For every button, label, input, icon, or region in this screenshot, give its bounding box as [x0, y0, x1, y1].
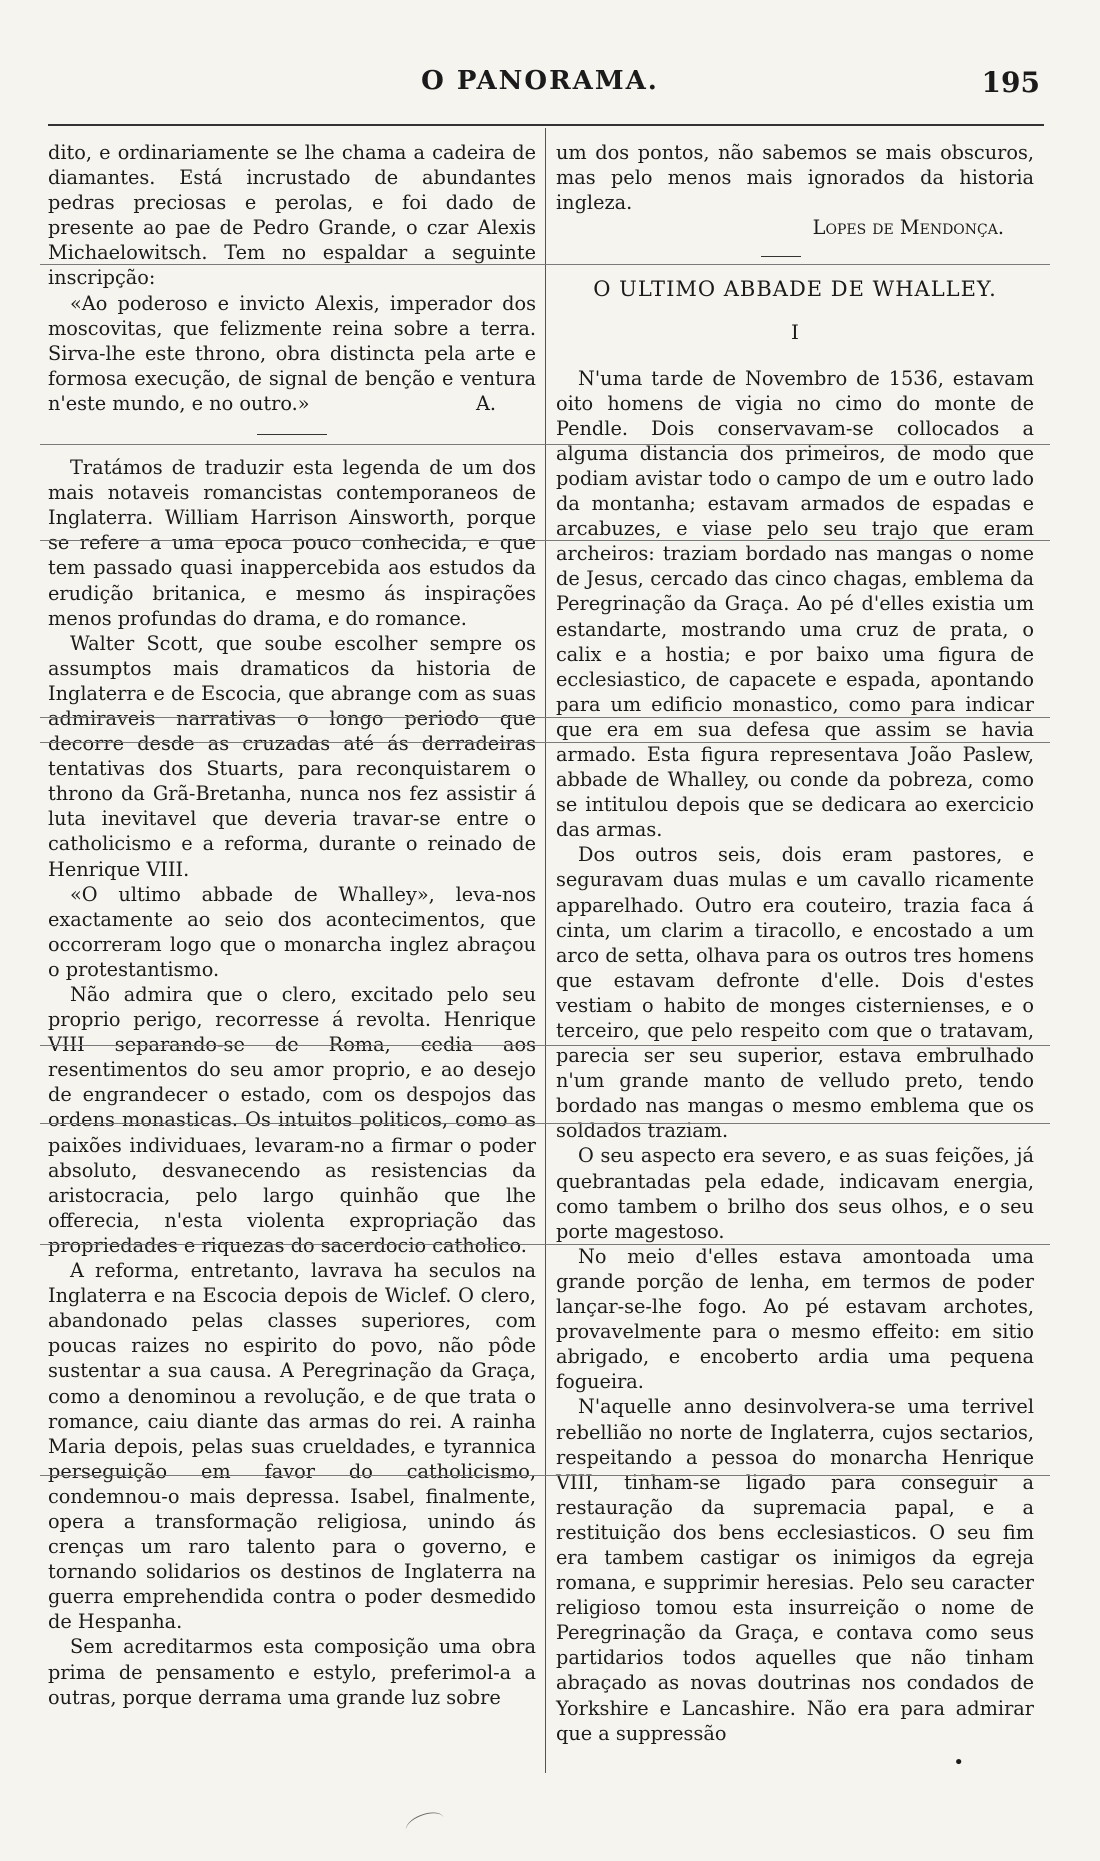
scan-line [40, 264, 1050, 265]
header-rule [48, 124, 1044, 126]
scan-line [40, 1045, 1050, 1046]
inscription-signature: A. [475, 391, 496, 415]
inscription-text: «Ao poderoso e invicto Alexis, imperador dos moscovitas, que felizmente reina sobre a terra. Sirva-lhe este throno, obra distincta pela arte e formosa execução, de signal de benção e ventura n'este mundo, e no outro.» [48, 291, 536, 415]
page-header [40, 66, 1040, 106]
scan-line [40, 444, 1050, 445]
column-divider [545, 128, 546, 1773]
publication-title: O PANORAMA. [421, 66, 659, 96]
section-separator [761, 256, 801, 257]
article-heading: O ULTIMO ABBADE DE WHALLEY. [593, 277, 997, 302]
paragraph: dito, e ordinariamente se lhe chama a cadeira de diamantes. Está incrustado de abundantes pedras preciosas e perolas, e foi dado de presente ao pae de Pedro Grande, o czar Alexis Michaelowitsch. Tem no espaldar a seguinte inscripção: [48, 141, 536, 290]
paragraph: Dos outros seis, dois eram pastores, e seguravam duas mulas e um cavallo ricamente apparelhado. Outro era couteiro, trazia faca á cinta, um clarim a tiracollo, e encostado a um arco de setta, olhava para os outros tres homens que estavam defronte d'elle. Dois d'estes vestiam o habito de monges cisternienses, e o terceiro, que pelo respeito com que o tratavam, parecia ser seu superior, estava embrulhado n'um grande manto de velludo preto, tendo bordado nas mangas o mesmo emblema que os soldados traziam. [556, 843, 1034, 1143]
scan-line [40, 1123, 1050, 1124]
chapter-number: I [791, 320, 799, 345]
paragraph: Sem acreditarmos esta composição uma obra prima de pensamento e estylo, preferimol-a a outras, porque derrama uma grande luz sobre [48, 1635, 536, 1709]
paragraph: N'uma tarde de Novembro de 1536, estavam oito homens de vigia no cimo do monte de Pendle. Dois conservavam-se collocados a alguma distancia dos primeiros, de modo que podiam avistar todo o campo de um e outro lado da montanha; estavam armados de espadas e arcabuzes, e viase pelo seu trajo que eram archeiros: traziam bordado nas mangas o nome de Jesus, cercado das cinco chagas, emblema da Peregrinação da Graça. Ao pé d'elles existia um estandarte, mostrando uma cruz de prata, o calix e a hostia; e por baixo uma figura de ecclesiastico, de capacete e espada, apontando para um edificio monastico, como para indicar que era em sua defesa que assim se havia armado. Esta figura representava João Paslew, abbade de Whalley, ou conde da pobreza, como se intitulou depois que se dedicara ao exercicio das armas. [556, 366, 1034, 842]
paragraph: O seu aspecto era severo, e as suas feições, já quebrantadas pela edade, indicavam energia, como tambem o brilho dos seus olhos, e o seu porte magestoso. [556, 1144, 1034, 1243]
end-mark: • [953, 1751, 964, 1773]
author-signoff: Lopes de Mendonça. [812, 216, 1004, 240]
ink-smudge [403, 1808, 448, 1841]
right-column [556, 140, 1034, 1775]
paragraph: «O ultimo abbade de Whalley», leva-nos exactamente ao seio dos acontecimentos, que occorreram logo que o monarcha inglez abraçou o protestantismo. [48, 882, 536, 981]
scan-line [40, 1244, 1050, 1245]
paragraph: Não admira que o clero, excitado pelo seu proprio perigo, recorresse á revolta. Henrique VIII separando-se de Roma, cedia aos resentimentos do seu amor proprio, e ao desejo de engrandecer o estado, com os despojos das ordens monasticas. Os intuitos politicos, como as paixões individuaes, levaram-no a firmar o poder absoluto, desvanecendo as resistencias da aristocracia, pelo largo quinhão que lhe offerecia, n'esta violenta expropriação das propriedades e riquezas do sacerdocio catholico. [48, 983, 536, 1257]
inscription-paragraph [48, 291, 536, 416]
paragraph: A reforma, entretanto, lavrava ha seculos na Inglaterra e na Escocia depois de Wiclef. O clero, abandonado pelas classes superiores, com poucas raizes no espirito do povo, não pôde sustentar a sua causa. A Peregrinação da Graça, como a denominou a revolução, e de que trata o romance, caiu diante das armas do rei. A rainha Maria depois, pelas suas crueldades, e tyrannica perseguição em favor do catholicismo, condemnou-o mais depressa. Isabel, finalmente, opera a transformação religiosa, unindo ás crenças um raro talento para o governo, e tornando solidarios os destinos de Inglaterra na guerra emprehendida contra o poder desmedido de Hespanha. [48, 1259, 536, 1634]
paragraph: N'aquelle anno desinvolvera-se uma terrivel rebellião no norte de Inglaterra, cujos sectarios, respeitando a pessoa do monarcha Henrique VIII, tinham-se ligado para conseguir a restauração da supremacia papal, e a restituição dos bens ecclesiasticos. O seu fim era tambem castigar os inimigos da egreja romana, e supprimir heresias. Pelo seu caracter religioso tomou esta insurreição o nome de Peregrinação da Graça, e contava como seus partidarios todos aquelles que não tinham abraçado as novas doutrinas nos condados de Yorkshire e Lancashire. Não era para admirar que a suppressão [556, 1395, 1034, 1745]
scan-line [40, 540, 1050, 541]
section-separator [257, 434, 327, 435]
scan-line [40, 742, 1050, 743]
scan-line [40, 1475, 1050, 1476]
paragraph: Walter Scott, que soube escolher sempre os assumptos mais dramaticos da historia de Inglaterra e de Escocia, que abrange com as suas admiraveis narrativas o longo periodo que decorre desde as cruzadas até ás derradeiras tentativas dos Stuarts, para reconquistarem o throno da Grã-Bretanha, nunca nos fez assistir á luta inevitavel que deveria travar-se entre o catholicismo e a reforma, durante o reinado de Henrique VIII. [48, 631, 536, 881]
scan-line [40, 717, 1050, 718]
page-number: 195 [981, 66, 1040, 99]
paragraph: No meio d'elles estava amontoada uma grande porção de lenha, em termos de poder lançar-se-lhe fogo. Ao pé estavam archotes, provavelmente para o mesmo effeito: em sitio abrigado, e encoberto ardia uma pequena fogueira. [556, 1244, 1034, 1394]
paragraph: Tratámos de traduzir esta legenda de um dos mais notaveis romancistas contemporaneos de Inglaterra. William Harrison Ainsworth, porque se refere a uma epoca pouco conhecida, e que tem passado quasi inappercebida aos estudos da erudição britanica, e mesmo ás inspirações menos profundas do drama, e do romance. [48, 456, 536, 630]
paragraph: um dos pontos, não sabemos se mais obscuros, mas pelo menos mais ignorados da historia ingleza. [556, 141, 1034, 215]
